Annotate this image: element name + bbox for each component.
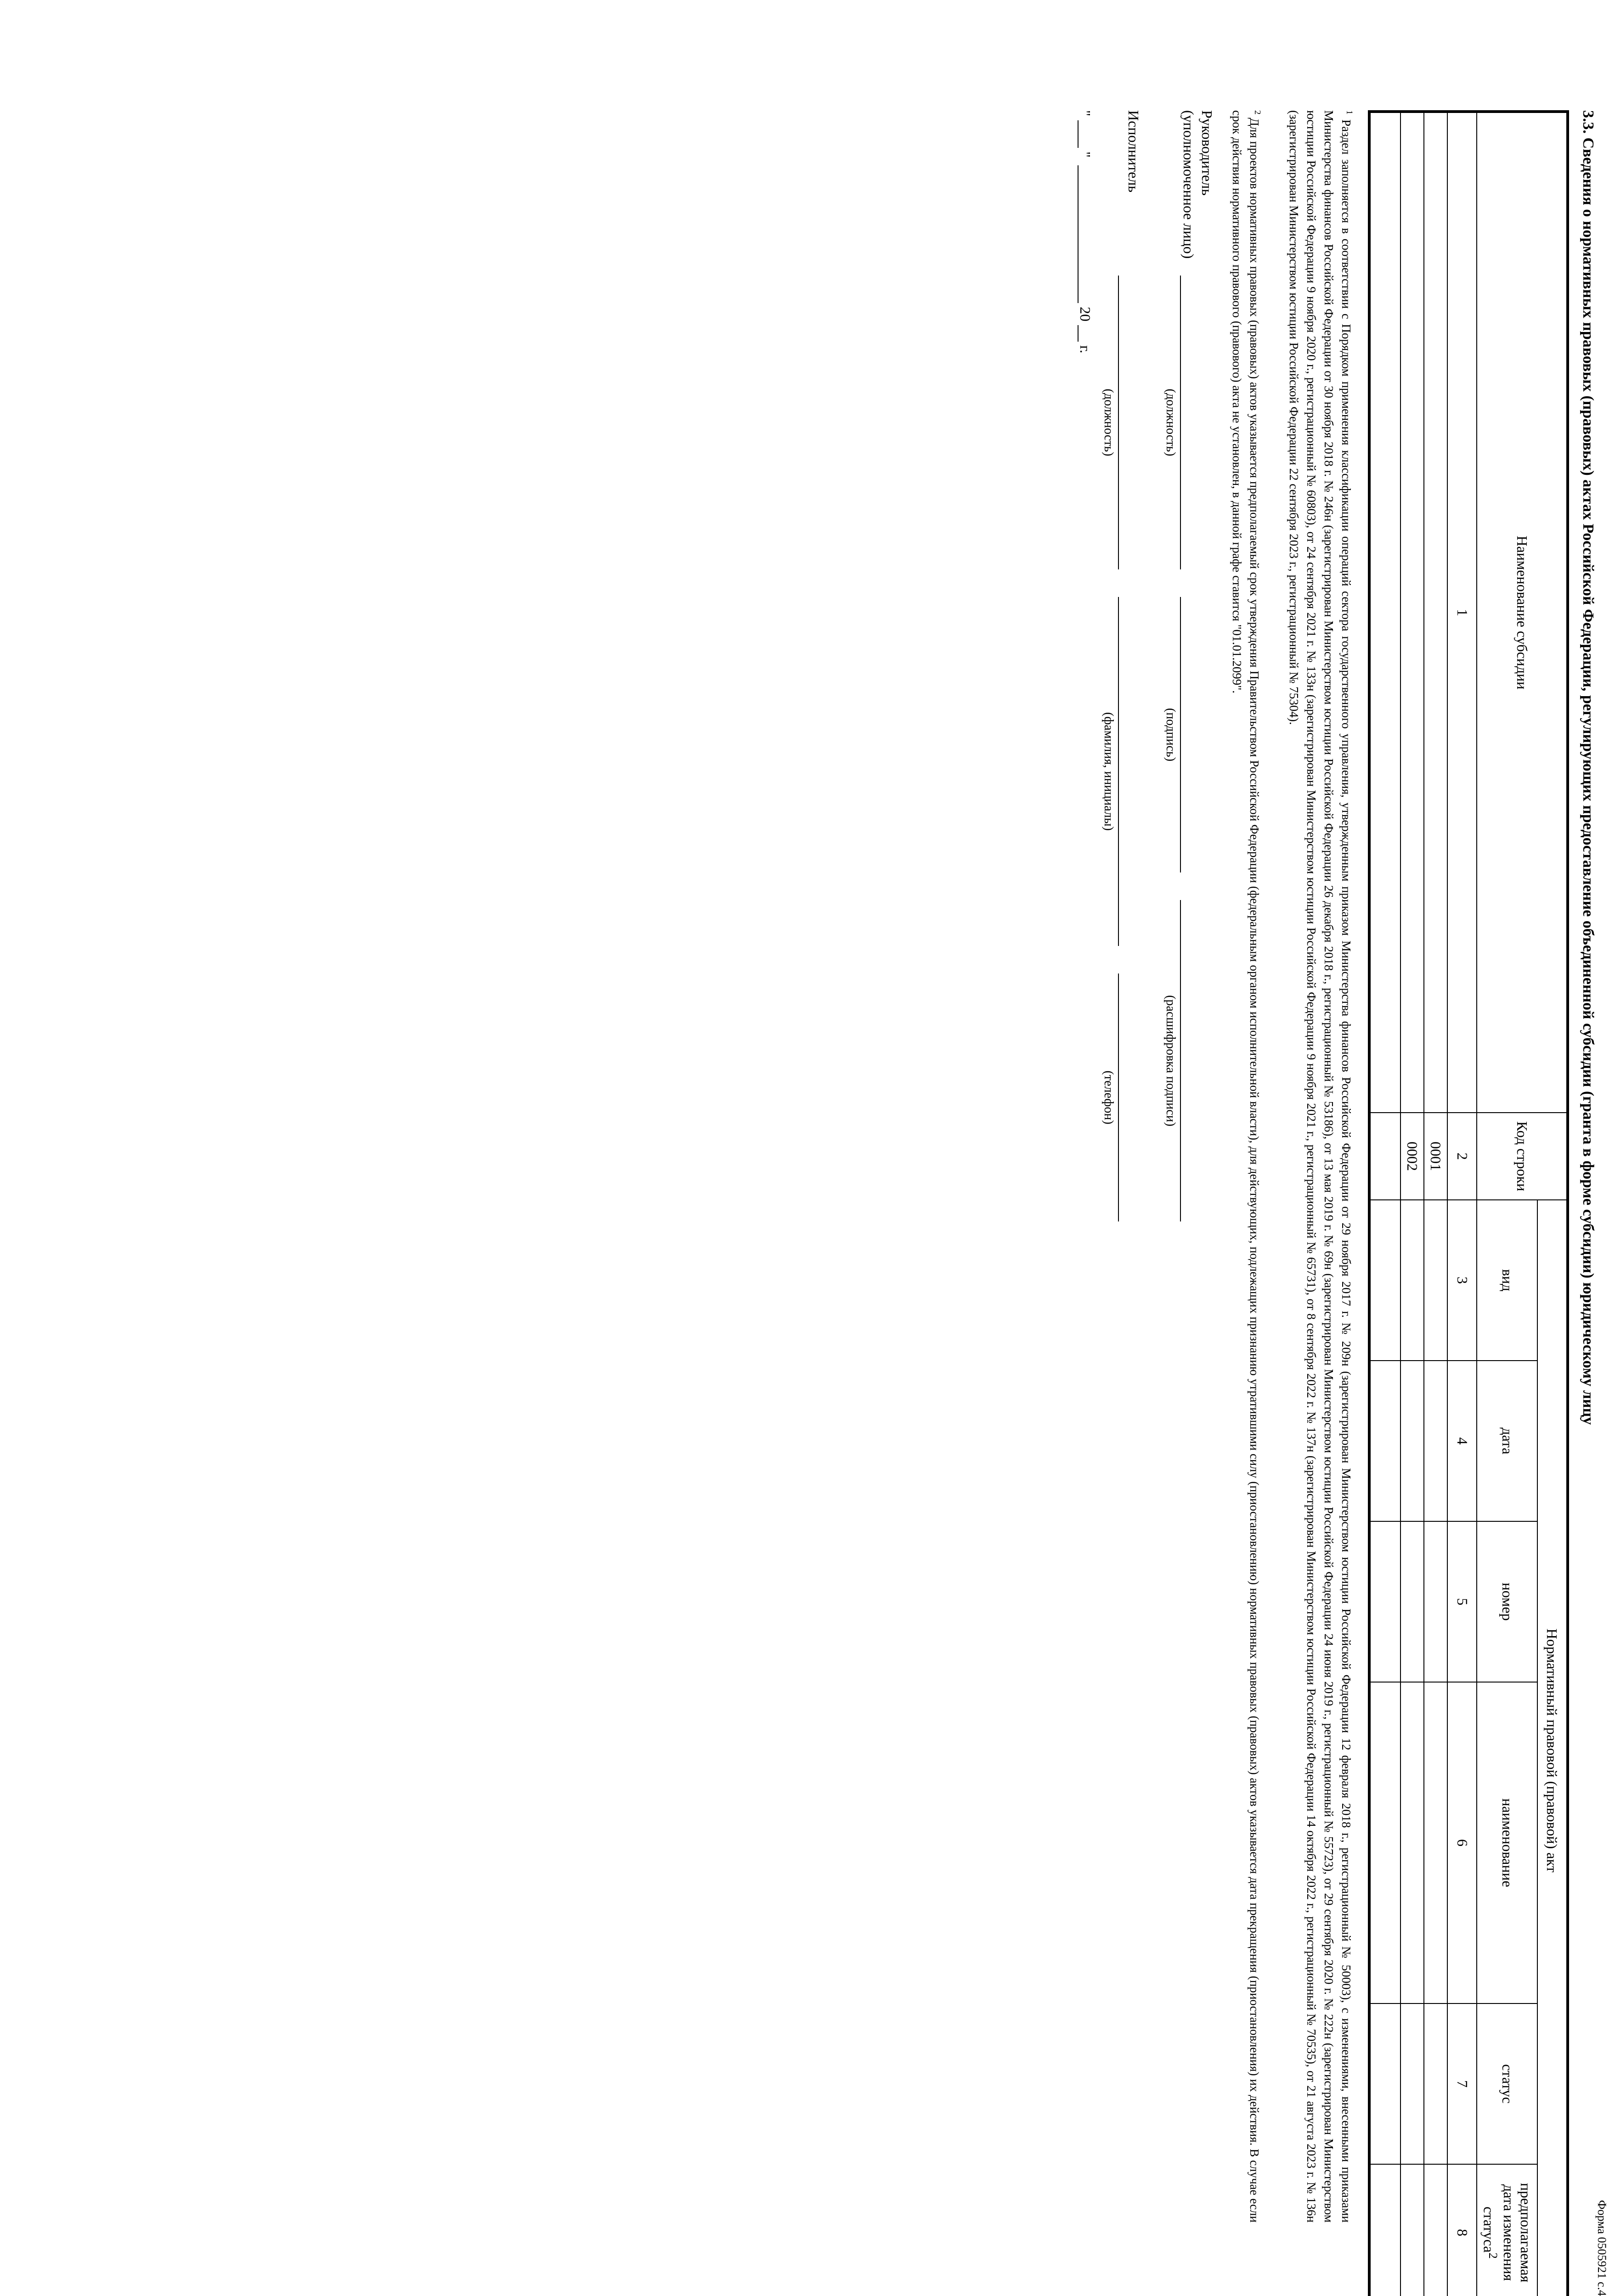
header-title: наименование	[1477, 1682, 1537, 2003]
header-number: номер	[1477, 1521, 1537, 1682]
planned-date-cell	[1369, 2164, 1400, 2296]
signature-caption: (подпись)	[1163, 708, 1178, 762]
date-year-suffix: г.	[1077, 345, 1094, 354]
number-cell	[1400, 1521, 1424, 1682]
date-cell	[1369, 1361, 1400, 1521]
date-year-prefix: 20	[1077, 307, 1094, 321]
regulatory-acts-table	[1368, 110, 1569, 2296]
number-cell	[1424, 1521, 1447, 1682]
column-number: 4	[1447, 1361, 1477, 1521]
head-sublabel: (уполномоченное лицо)	[1180, 110, 1197, 259]
date-day-line[interactable]	[1078, 120, 1079, 148]
date-year-line[interactable]	[1078, 325, 1079, 342]
title-cell	[1424, 1682, 1447, 2003]
executor-label: Исполнитель	[1125, 110, 1142, 192]
subsidy-name-cell	[1424, 112, 1447, 1113]
header-status: статус	[1477, 2003, 1537, 2164]
table-row	[1400, 112, 1424, 2296]
head-decoding-line[interactable]	[1180, 900, 1181, 1221]
status-cell	[1424, 2003, 1447, 2164]
column-number: 6	[1447, 1682, 1477, 2003]
header-subsidy-name: Наименование субсидии	[1477, 112, 1568, 1113]
planned-date-cell	[1424, 2164, 1447, 2296]
table-row	[1424, 112, 1447, 2296]
footnote-2: $^2$ Для проектов нормативных правовых (правовых) актов указывается предполагаемый срок утверждения Правительством Российской Федерации (федеральным органом исполнительной власти), для действующих, подлежащих признанию утратившими силу (приостановлению) нормативных правовых (правовых) актов указывается дата прекращения (приостановления) их действия. В случае если срок действия нормативного правового (правового) акта не установлен, в данной графе ставится "01.01.2099".	[1230, 110, 1262, 2223]
column-number: 5	[1447, 1521, 1477, 1682]
date-month-line[interactable]	[1078, 165, 1079, 303]
column-number: 8	[1447, 2164, 1477, 2296]
executor-phone-line[interactable]	[1118, 974, 1119, 1221]
fio-caption: (фамилия, инициалы)	[1101, 712, 1116, 831]
form-code: Форма 0505921 с.4	[1595, 2200, 1609, 2296]
header-act-group: Нормативный правовой (правовой) акт	[1537, 1200, 1568, 2296]
date-cell	[1400, 1361, 1424, 1521]
row-code-cell: 0002	[1400, 1113, 1424, 1200]
head-signature-line[interactable]	[1180, 597, 1181, 872]
subsidy-name-cell	[1369, 112, 1400, 1113]
header-row-code: Код строки	[1477, 1113, 1568, 1200]
head-label: Руководитель	[1199, 110, 1215, 196]
footnote-1: $^1$ Раздел заполняется в соответствии с Порядком применения классификации операций сектора государственного управления, утвержденным приказом Министерства финансов Российской Федерации от 29 ноября 2017 г. № 209н (зарегистрирован Министерством юстиции Российской Федерации 12 февраля 2018 г., регистрационный № 50003), с изменениями, внесенными приказами Министерства финансов Российской Федерации от 30 ноября 2018 г. № 246н (зарегистрирован Министерством юстиции Российской Федерации 26 декабря 2018 г., регистрационный № 53186), от 13 мая 2019 г. № 69н (зарегистрирован Министерством юстиции Российской Федерации 24 июня 2019 г., регистрационный № 55723), от 29 сентября 2020 г. № 222н (зарегистрирован Министерством юстиции Российской Федерации 9 ноября 2020 г., регистрационный № 60803), от 24 сентября 2021 г. № 133н (зарегистрирован Министерством юстиции Российской Федерации 9 ноября 2021 г., регистрационный № 65731), от 8 сентября 2022 г. № 137н (зарегистрирован Министерством юстиции Российской Федерации 14 октября 2022 г., регистрационный № 70535), от 21 августа 2023 г. № 136н (зарегистрирован Министерством юстиции Российской Федерации 22 сентября 2023 г., регистрационный № 75304).	[1287, 110, 1354, 2223]
subsidy-name-cell	[1400, 112, 1424, 1113]
header-planned-date: предполагаемая дата изменения статуса$^2$	[1477, 2164, 1537, 2296]
row-code-cell: 0001	[1424, 1113, 1447, 1200]
table-row	[1369, 112, 1400, 2296]
column-number: 7	[1447, 2003, 1477, 2164]
status-cell	[1369, 2003, 1400, 2164]
header-kind: вид	[1477, 1200, 1537, 1361]
status-cell	[1400, 2003, 1424, 2164]
kind-cell	[1400, 1200, 1424, 1361]
date-quote-open: "	[1077, 110, 1094, 117]
column-number: 1	[1447, 112, 1477, 1113]
kind-cell	[1369, 1200, 1400, 1361]
number-cell	[1369, 1521, 1400, 1682]
decoding-caption: (расшифровка подписи)	[1163, 995, 1178, 1126]
section-title: 3.3. Сведения о нормативных правовых (правовых) актах Российской Федерации, регулирующих предоставление объединенной субсидии (гранта в форме субсидии) юридическому лицу	[1580, 110, 1597, 1425]
kind-cell	[1424, 1200, 1447, 1361]
column-number: 3	[1447, 1200, 1477, 1361]
executor-fio-line[interactable]	[1118, 597, 1119, 946]
executor-position-line[interactable]	[1118, 276, 1119, 569]
row-code-cell	[1369, 1113, 1400, 1200]
position-caption: (должность)	[1163, 388, 1178, 456]
phone-caption: (телефон)	[1101, 1070, 1116, 1125]
column-number: 2	[1447, 1113, 1477, 1200]
title-cell	[1369, 1682, 1400, 2003]
head-position-line[interactable]	[1180, 276, 1181, 569]
planned-date-cell	[1400, 2164, 1424, 2296]
date-quote-close: "	[1077, 152, 1094, 158]
executor-position-caption: (должность)	[1101, 388, 1116, 456]
date-cell	[1424, 1361, 1447, 1521]
title-cell	[1400, 1682, 1424, 2003]
header-date: дата	[1477, 1361, 1537, 1521]
